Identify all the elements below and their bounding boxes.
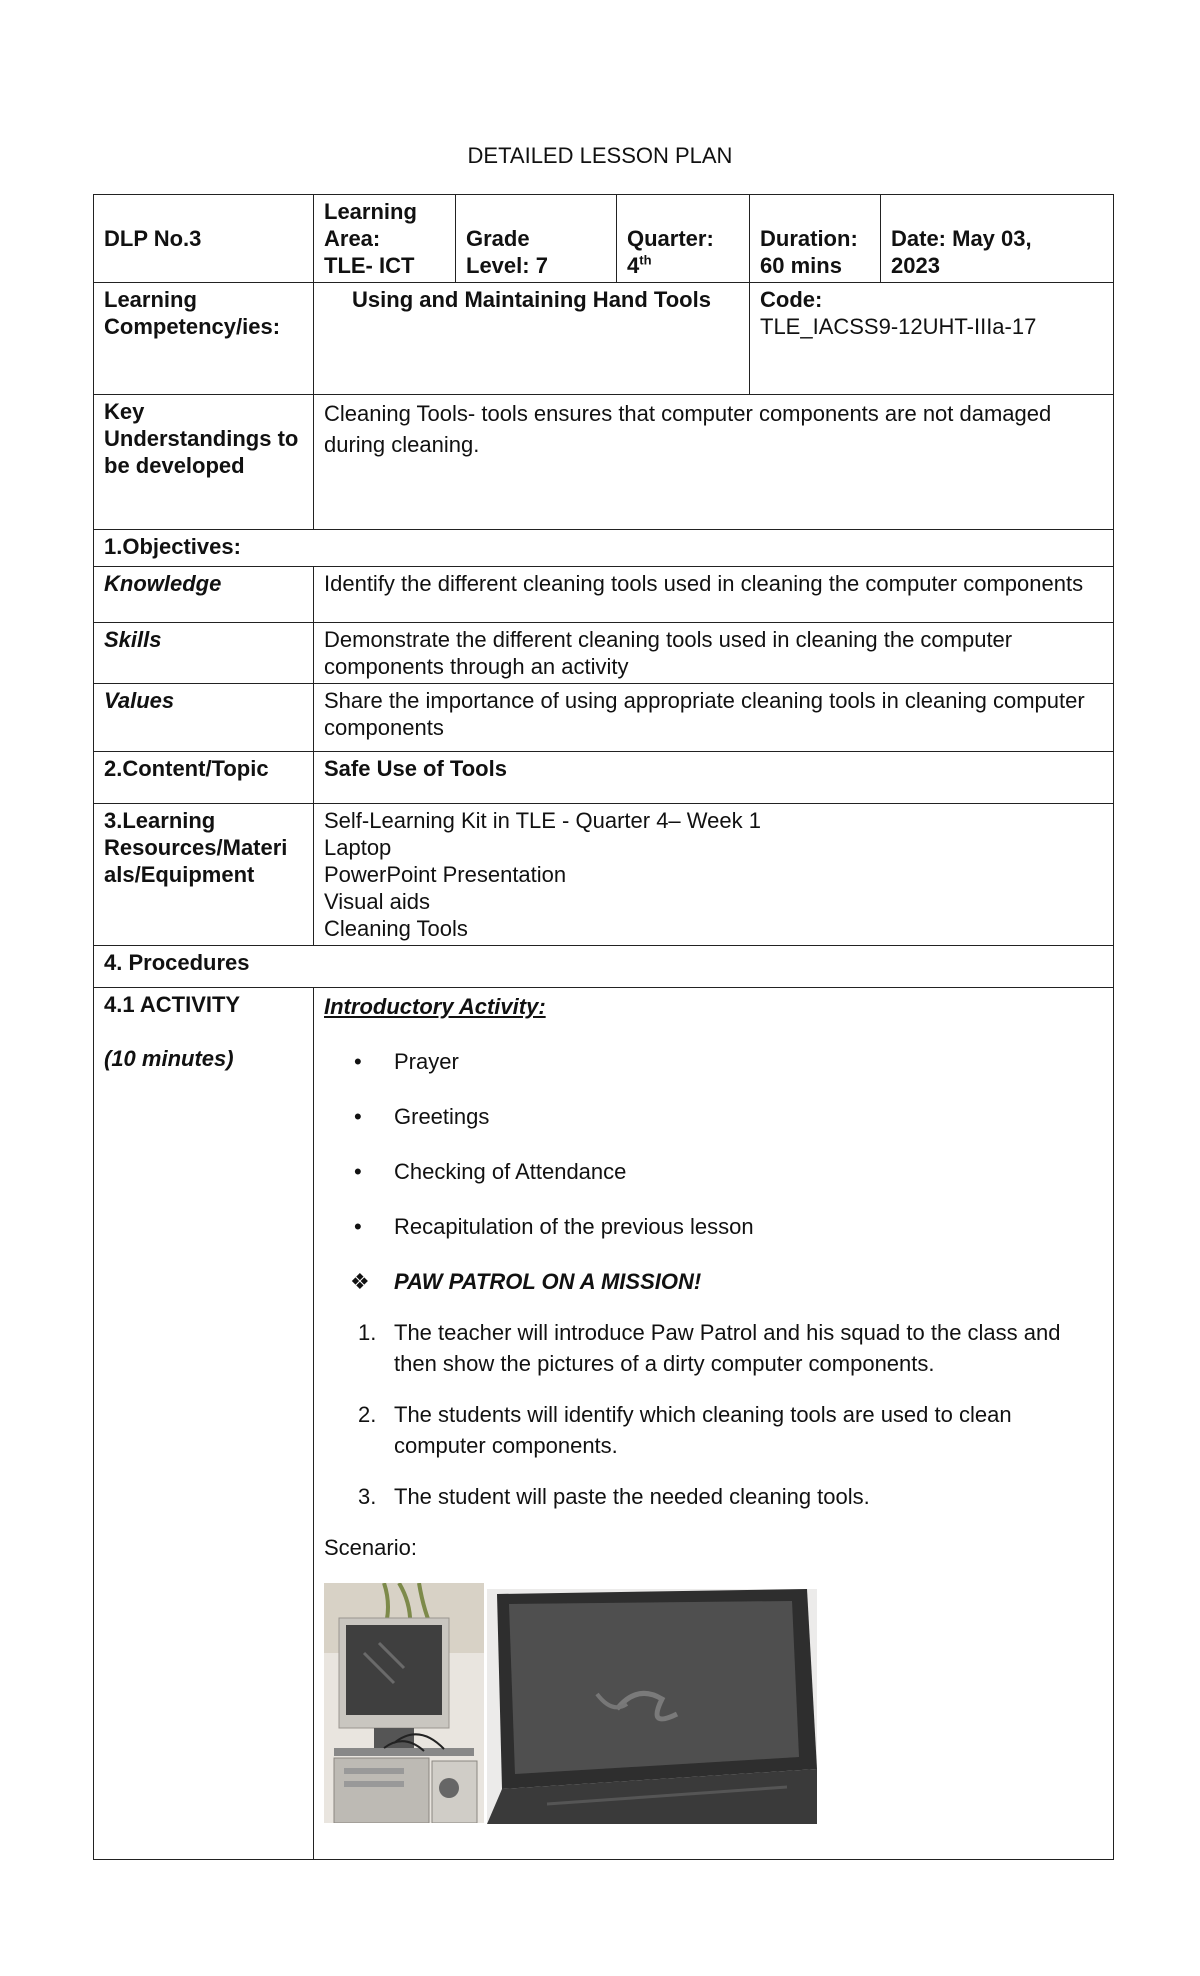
competency-value: Using and Maintaining Hand Tools <box>314 283 750 395</box>
competency-code-cell <box>750 283 1114 395</box>
activity-label-cell <box>94 988 314 1860</box>
code-value: TLE_IACSS9-12UHT-IIIa-17 <box>760 314 1037 339</box>
mission-heading-row <box>324 1266 1103 1297</box>
objectives-heading: 1.Objectives: <box>94 530 1114 567</box>
dlp-number-cell <box>94 195 314 283</box>
date-cell <box>881 195 1114 283</box>
quarter-value <box>627 252 739 279</box>
step-number: 2. <box>358 1402 377 1427</box>
mission-steps <box>324 1317 1103 1512</box>
resource-item: PowerPoint Presentation <box>324 862 567 887</box>
mission-heading: PAW PATROL ON A MISSION! <box>394 1269 702 1294</box>
list-item: • Checking of Attendance <box>324 1156 1103 1187</box>
list-item <box>324 1317 1103 1379</box>
step-number: 3. <box>358 1484 377 1509</box>
list-item: • Prayer <box>324 1046 1103 1077</box>
key-understandings-label: Key Understandings to be developed <box>94 395 314 530</box>
resources-row <box>94 804 1114 946</box>
key-understandings-row <box>94 395 1114 530</box>
lesson-plan-table <box>93 194 1114 1860</box>
date-value: 2023 <box>891 253 940 278</box>
duration-value: 60 mins <box>760 253 842 278</box>
learning-area-cell <box>314 195 456 283</box>
skills-label: Skills <box>94 623 314 684</box>
step-text: The students will identify which cleaning tools are used to clean computer components. <box>394 1402 1012 1458</box>
activity-row <box>94 988 1114 1860</box>
duration-label: Duration: <box>760 226 858 251</box>
resource-item: Self-Learning Kit in TLE - Quarter 4– Week 1 <box>324 808 761 833</box>
dirty-desktop-computer-image <box>324 1583 484 1823</box>
scenario-label: Scenario: <box>324 1535 417 1560</box>
page-title: DETAILED LESSON PLAN <box>467 143 733 168</box>
duration-cell <box>750 195 881 283</box>
dlp-number: DLP No.3 <box>104 226 202 251</box>
resources-list <box>314 804 1114 946</box>
skills-value: Demonstrate the different cleaning tools used in cleaning the computer components through an activity <box>314 623 1114 684</box>
step-text: The teacher will introduce Paw Patrol and his squad to the class and then show the pictures of a dirty computer components. <box>394 1320 1061 1376</box>
scenario-images <box>324 1583 1103 1823</box>
activity-label: 4.1 ACTIVITY <box>104 992 241 1017</box>
values-row <box>94 684 1114 752</box>
values-value: Share the importance of using appropriate cleaning tools in cleaning computer components <box>314 684 1114 752</box>
learning-area-value: TLE- ICT <box>324 253 415 278</box>
intro-bullet-list <box>324 1046 1103 1242</box>
content-value: Safe Use of Tools <box>314 752 1114 804</box>
step-number: 1. <box>358 1320 377 1345</box>
competency-row <box>94 283 1114 395</box>
skills-row <box>94 623 1114 684</box>
quarter-number: 4 <box>627 253 640 278</box>
quarter-label: Quarter: <box>627 226 714 251</box>
grade-value: Level: 7 <box>466 253 548 278</box>
learning-area-label-2: Area: <box>324 226 381 251</box>
grade-level-cell <box>456 195 617 283</box>
quarter-cell <box>617 195 750 283</box>
header-row <box>94 195 1114 283</box>
objectives-heading-row <box>94 530 1114 567</box>
activity-content <box>314 988 1114 1860</box>
values-label: Values <box>94 684 314 752</box>
diamond-bullet-icon: ❖ <box>350 1269 370 1294</box>
key-understandings-value: Cleaning Tools- tools ensures that computer components are not damaged during cleaning. <box>314 395 1114 530</box>
knowledge-value: Identify the different cleaning tools used in cleaning the computer components <box>314 567 1114 623</box>
quarter-suffix: th <box>639 252 652 268</box>
list-item <box>324 1481 1103 1512</box>
learning-area-label-1: Learning <box>324 199 417 224</box>
activity-time: (10 minutes) <box>104 1046 234 1071</box>
resource-item: Visual aids <box>324 889 430 914</box>
step-text: The student will paste the needed cleaning tools. <box>394 1484 870 1509</box>
resource-item: Laptop <box>324 835 392 860</box>
content-row <box>94 752 1114 804</box>
dusty-laptop-image <box>487 1589 817 1824</box>
competency-label: Learning Competency/ies: <box>94 283 314 395</box>
knowledge-label: Knowledge <box>94 567 314 623</box>
list-item: • Recapitulation of the previous lesson <box>324 1211 1103 1242</box>
intro-activity-heading: Introductory Activity: <box>324 994 546 1019</box>
procedures-heading: 4. Procedures <box>94 946 1114 988</box>
list-item <box>324 1399 1103 1461</box>
code-label: Code: <box>760 287 823 312</box>
resources-label: 3.Learning Resources/Materi als/Equipment <box>94 804 314 946</box>
date-label: Date: May 03, <box>891 226 1032 251</box>
procedures-heading-row <box>94 946 1114 988</box>
list-item: • Greetings <box>324 1101 1103 1132</box>
content-label: 2.Content/Topic <box>94 752 314 804</box>
grade-label: Grade <box>466 226 530 251</box>
knowledge-row <box>94 567 1114 623</box>
resource-item: Cleaning Tools <box>324 916 468 941</box>
